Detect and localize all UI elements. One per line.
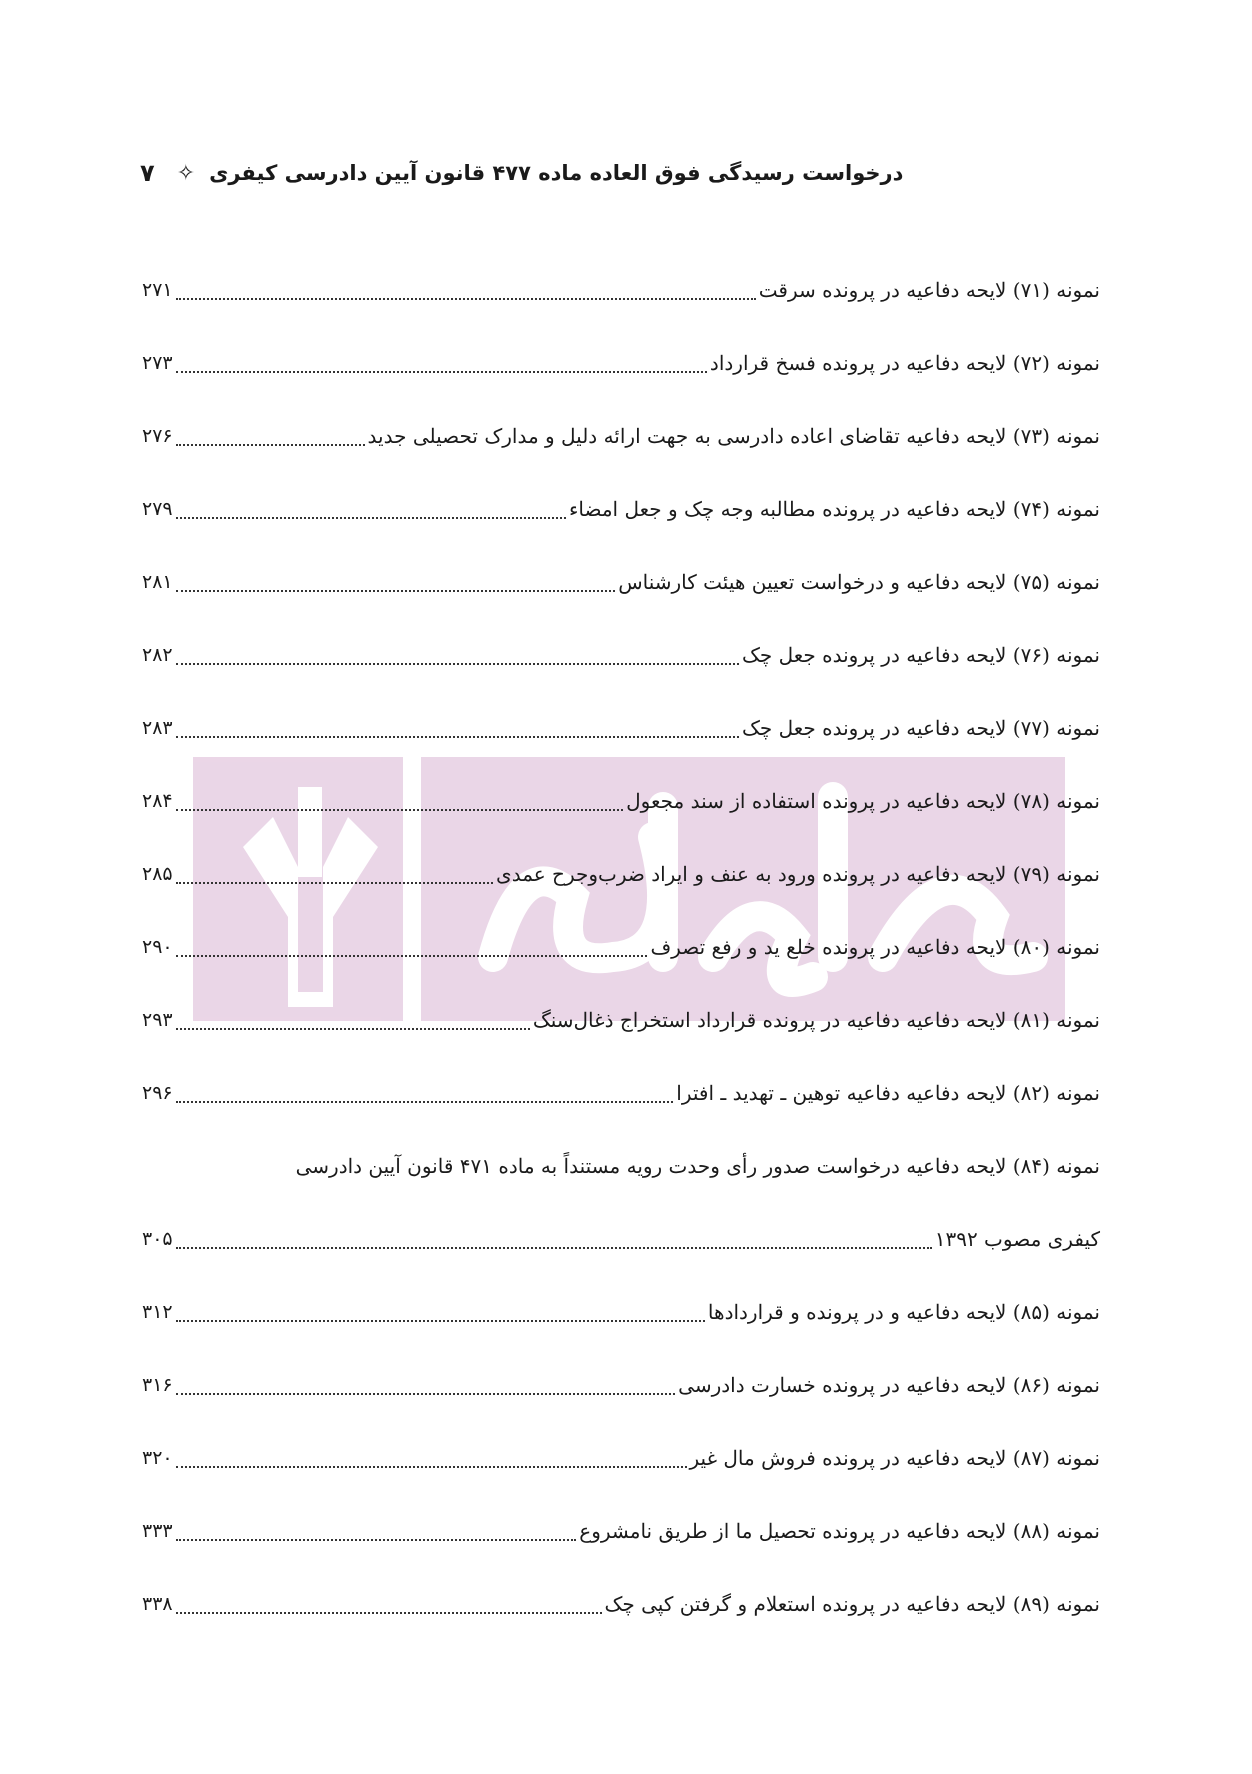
toc-entry-title: نمونه (۷۲) لایحه دفاعیه در پرونده فسخ قرارداد: [709, 351, 1100, 375]
toc-entry: [142, 1069, 1100, 1117]
toc-entry-page: ۲۹۳: [142, 1009, 173, 1031]
toc-entry-title: نمونه (۷۴) لایحه دفاعیه در پرونده مطالبه وجه چک و جعل امضاء: [568, 497, 1100, 521]
toc-entry: [142, 1361, 1100, 1409]
toc-entry-title: نمونه (۷۸) لایحه دفاعیه در پرونده استفاده از سند مجعول: [626, 789, 1100, 813]
toc-entry-title: نمونه (۸۷) لایحه دفاعیه در پرونده فروش مال غیر: [689, 1446, 1100, 1470]
toc-entry-title: نمونه (۸۲) لایحه دفاعیه دفاعیه توهین ـ تهدید ـ افترا: [676, 1081, 1100, 1105]
toc-entry-page: ۲۸۴: [142, 790, 173, 812]
toc-entry-page: ۳۰۵: [142, 1228, 173, 1250]
toc-entry: [142, 996, 1100, 1044]
toc-entry-title: نمونه (۸۸) لایحه دفاعیه در پرونده تحصیل ما از طریق نامشروع: [579, 1519, 1100, 1543]
toc-entry-title: نمونه (۷۱) لایحه دفاعیه در پرونده سرقت: [758, 278, 1100, 302]
toc-entry-multiline: [142, 1142, 1100, 1263]
toc-entry: [142, 1507, 1100, 1555]
toc-entry-page: ۲۷۳: [142, 352, 173, 374]
toc-entry: [142, 1288, 1100, 1336]
page-number: ۷: [140, 159, 155, 187]
dot-leader: [176, 297, 756, 300]
toc-entry-page: ۲۸۵: [142, 863, 173, 885]
dot-leader: [176, 1611, 602, 1614]
toc-entry-title: نمونه (۷۵) لایحه دفاعیه و درخواست تعیین هیئت کارشناس: [618, 570, 1100, 594]
toc-entry: [142, 1580, 1100, 1628]
toc-entry-title-line2: کیفری مصوب ۱۳۹۲: [934, 1227, 1100, 1251]
toc-entry-page: ۲۸۱: [142, 571, 173, 593]
toc-entry-page: ۲۷۹: [142, 498, 173, 520]
toc-entry-page: ۳۱۶: [142, 1374, 173, 1396]
toc-entry-title: نمونه (۸۵) لایحه دفاعیه و در پرونده و قراردادها: [707, 1300, 1100, 1324]
toc-entry-page: ۲۷۶: [142, 425, 173, 447]
toc-entry: [142, 704, 1100, 752]
dot-leader: [176, 1392, 676, 1395]
toc-entry-title: نمونه (۷۷) لایحه دفاعیه در پرونده جعل چک: [742, 716, 1100, 740]
toc-entry-title: نمونه (۷۹) لایحه دفاعیه در پرونده ورود به عنف و ایراد ضرب‌وجرح عمدی: [496, 862, 1100, 886]
dot-leader: [176, 662, 739, 665]
toc-entry-page: ۲۹۰: [142, 936, 173, 958]
toc-entry-title: نمونه (۸۰) لایحه دفاعیه در پرونده خلع ید و رفع تصرف: [650, 935, 1100, 959]
dot-leader: [176, 1319, 705, 1322]
toc-entry-page: ۲۷۱: [142, 279, 173, 301]
toc-entry: [142, 1434, 1100, 1482]
toc-entry-title: نمونه (۸۱) لایحه دفاعیه دفاعیه در پرونده قرارداد استخراج ذغال‌سنگ: [532, 1008, 1100, 1032]
dot-leader: [176, 589, 616, 592]
dot-leader: [176, 1538, 577, 1541]
toc-entry: [142, 266, 1100, 314]
toc-entry-title-line1: نمونه (۸۴) لایحه دفاعیه درخواست صدور رأی وحدت رویه مستنداً به ماده ۴۷۱ قانون آیین دادرسی: [295, 1154, 1100, 1178]
dot-leader: [176, 443, 365, 446]
star-ornament-icon: ✧: [176, 160, 196, 186]
dot-leader: [176, 954, 648, 957]
toc-entry: [142, 412, 1100, 460]
toc-entry-page: ۳۳۳: [142, 1520, 173, 1542]
dot-leader: [176, 881, 493, 884]
dot-leader: [176, 1246, 932, 1249]
toc-entry-title: نمونه (۷۶) لایحه دفاعیه در پرونده جعل چک: [742, 643, 1100, 667]
toc-entry-page: ۲۸۲: [142, 644, 173, 666]
dot-leader: [176, 735, 739, 738]
toc-entry: [142, 558, 1100, 606]
dot-leader: [176, 1100, 674, 1103]
toc-entry: [142, 777, 1100, 825]
dot-leader: [176, 516, 566, 519]
dot-leader: [176, 1465, 687, 1468]
dot-leader: [176, 808, 623, 811]
toc-entry-page: ۳۳۸: [142, 1593, 173, 1615]
toc-entry: [142, 850, 1100, 898]
toc-entry-page: ۲۸۳: [142, 717, 173, 739]
toc-entry-line2: [142, 1215, 1100, 1263]
toc-entry: [142, 339, 1100, 387]
toc-entry-title: نمونه (۷۳) لایحه دفاعیه تقاضای اعاده دادرسی به جهت ارائه دلیل و مدارک تحصیلی جدید: [367, 424, 1100, 448]
dot-leader: [176, 1027, 530, 1030]
toc-entry-title: نمونه (۸۶) لایحه دفاعیه در پرونده خسارت دادرسی: [678, 1373, 1100, 1397]
toc-entry: [142, 485, 1100, 533]
toc-entry-title: نمونه (۸۹) لایحه دفاعیه در پرونده استعلام و گرفتن کپی چک: [604, 1592, 1100, 1616]
toc-entry-page: ۳۲۰: [142, 1447, 173, 1469]
dot-leader: [176, 370, 707, 373]
toc-entry-page: ۲۹۶: [142, 1082, 173, 1104]
toc-entry: [142, 923, 1100, 971]
running-title: درخواست رسیدگی فوق العاده ماده ۴۷۷ قانون آیین دادرسی کیفری: [209, 161, 904, 185]
toc-entry-page: ۳۱۲: [142, 1301, 173, 1323]
toc-entry: [142, 631, 1100, 679]
